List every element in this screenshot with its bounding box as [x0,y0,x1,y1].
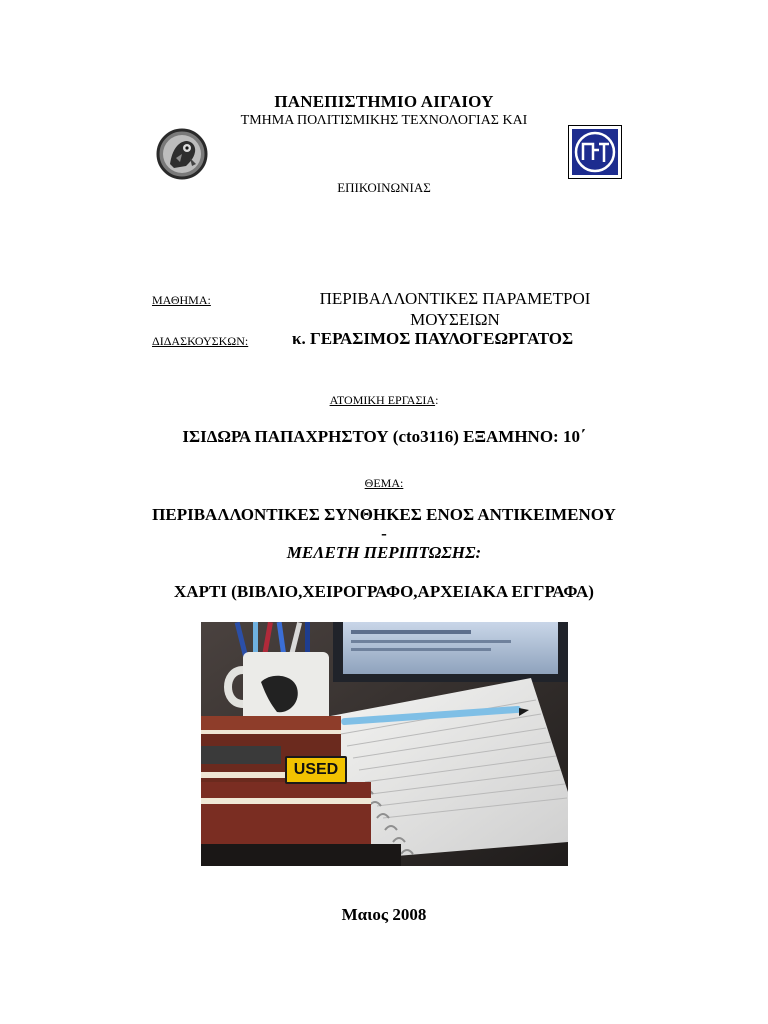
theme-label: ΘΕΜΑ: [364,476,404,490]
student-line: ΙΣΙΔΩΡΑ ΠΑΠΑΧΡΗΣΤΟΥ (cto3116) ΕΞΑΜΗΝΟ: 10΄ [182,427,586,446]
assignment-type [0,393,768,408]
university-title: ΠΑΝΕΠΙΣΤΗΜΙΟ ΑΙΓΑΙΟΥ [274,92,494,111]
assignment-label: ΑΤΟΜΙΚΗ ΕΡΓΑΣΙΑ [329,393,436,407]
date: Μαιος 2008 [341,905,427,924]
department-logo-icon [568,125,622,179]
theme-line-3: ΧΑΡΤΙ (ΒΙΒΛΙΟ,ΧΕΙΡΟΓΡΑΦΟ,ΑΡΧΕΙΑΚΑ ΕΓΓΡΑΦΑ) [174,582,594,601]
assignment-colon: : [435,393,439,407]
theme-line-1: ΠΕΡΙΒΑΛΛΟΝΤΙΚΕΣ ΣΥΝΘΗΚΕΣ ΕΝΟΣ ΑΝΤΙΚΕΙΜΕΝΟΥ [152,505,616,524]
teacher-label: ΔΙΔΑΣΚΟΥΣΚΩΝ: [152,334,249,348]
department-line-1: ΤΜΗΜΑ ΠΟΛΙΤΙΣΜΙΚΗΣ ΤΕΧΝΟΛΟΓΙΑΣ ΚΑΙ [240,113,528,128]
used-sticker: USED [285,756,347,784]
course-value-line-1: ΠΕΡΙΒΑΛΛΟΝΤΙΚΕΣ ΠΑΡΑΜΕΤΡΟΙ [319,289,591,308]
course-label: ΜΑΘΗΜΑ: [152,293,211,307]
cover-photo [201,622,568,866]
course-value-line-2: ΜΟΥΣΕΙΩΝ [410,310,500,329]
course-value [250,288,660,330]
university-seal-icon [156,128,208,180]
theme-dash: - [381,524,387,543]
department-line-2: ΕΠΙΚΟΙΝΩΝΙΑΣ [337,180,431,195]
theme-line-2: ΜΕΛΕΤΗ ΠΕΡΙΠΤΩΣΗΣ: [286,543,482,562]
teacher-value: κ. ΓΕΡΑΣΙΜΟΣ ΠΑΥΛΟΓΕΩΡΓΑΤΟΣ [292,329,574,348]
